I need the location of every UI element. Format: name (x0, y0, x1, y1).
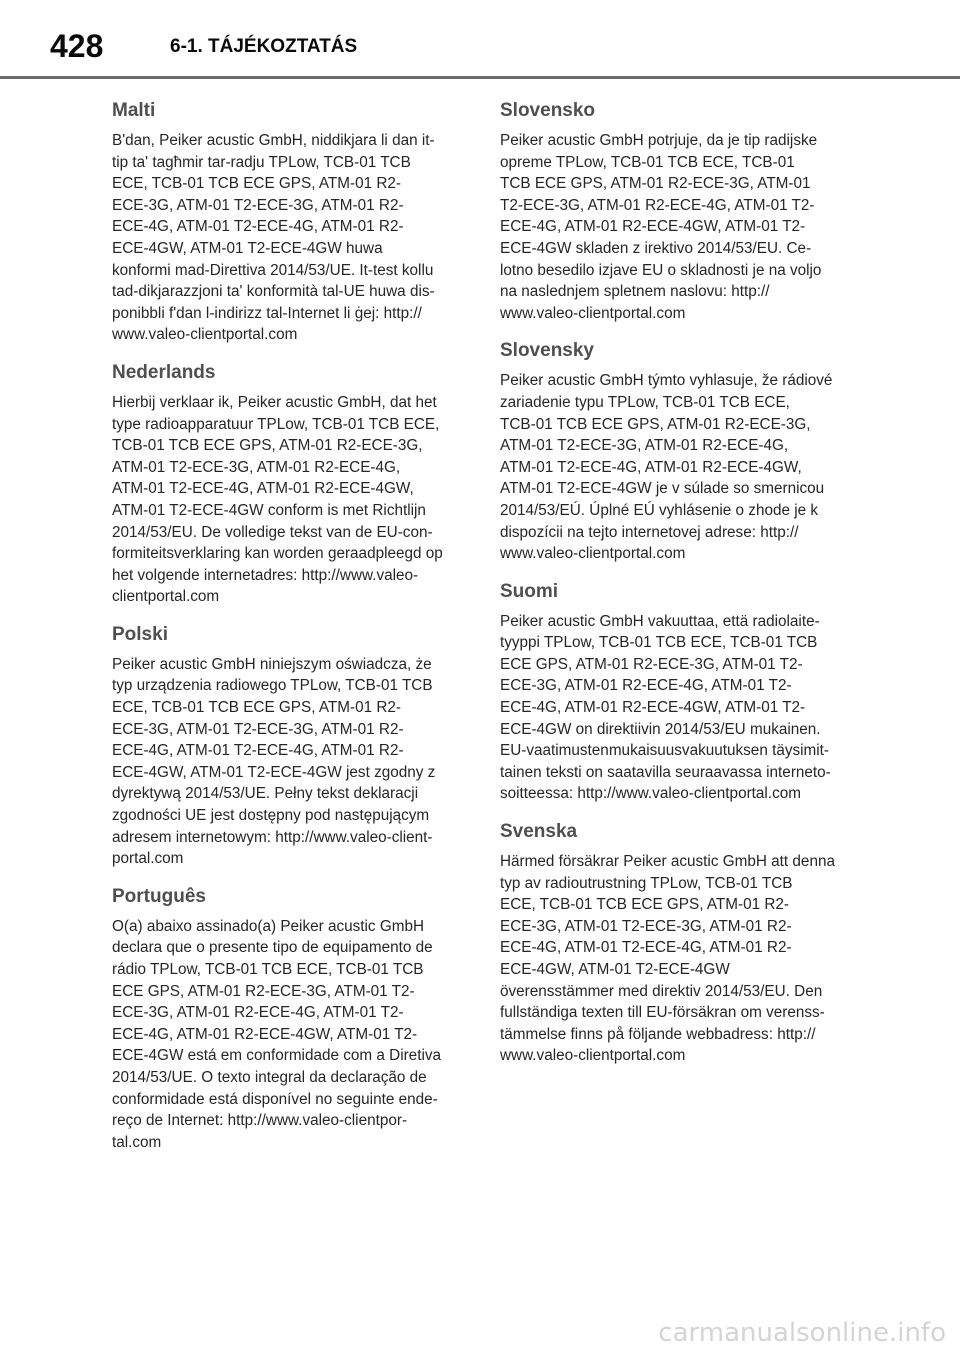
section-body: O(a) abaixo assinado(a) Peiker acustic GmbH declara que o presente tipo de equipamento de rádio TPLow, TCB-01 TCB ECE, TCB-01 TCB ECE GPS, ATM-01 R2-ECE-3G, ATM-01 T2- ECE-3G, ATM-01 R2-ECE-4G, ATM-01 T2- ECE-4G, ATM-01 R2-ECE-4GW, ATM-01 T2- ECE-4GW está em conformidade com a Diretiva 2014/53/UE. O texto integral da declaração de conformidade está disponível no seguinte ende- reço de Internet: http://www.valeo-clientpor- tal.com (112, 917, 441, 1151)
section-body: Peiker acustic GmbH potrjuje, da je tip radijske opreme TPLow, TCB-01 TCB ECE, TCB-01 TCB ECE GPS, ATM-01 R2-ECE-3G, ATM-01 T2-ECE-3G, ATM-01 R2-ECE-4G, ATM-01 T2- ECE-4G, ATM-01 R2-ECE-4GW, ATM-01 T2- ECE-4GW skladen z irektivo 2014/53/EU. Ce- lotno besedilo izjave EU o skladnosti je na voljo na naslednjem spletnem naslovu: http:// www.valeo-clientportal.com (500, 132, 822, 322)
section-body: Peiker acustic GmbH vakuuttaa, että radiolaite- tyyppi TPLow, TCB-01 TCB ECE, TCB-01 TCB ECE GPS, ATM-01 R2-ECE-3G, ATM-01 T2- ECE-3G, ATM-01 R2-ECE-4G, ATM-01 T2- ECE-4G, ATM-01 R2-ECE-4GW, ATM-01 T2- ECE-4GW on direktiivin 2014/53/EU mukainen. EU-vaatimustenmukaisuusvakuutuksen täysimit- tainen teksti on saatavilla seuraavassa interneto- soitteessa: http://www.valeo-clientportal.com (500, 612, 831, 803)
section-nederlands (112, 360, 462, 608)
section-heading: Slovensko (500, 100, 596, 121)
header-divider (0, 76, 960, 79)
left-column (112, 98, 462, 1167)
section-heading: Svenska (500, 821, 578, 843)
section-malti (112, 98, 462, 346)
section-body: Hierbij verklaar ik, Peiker acustic GmbH, dat het type radioapparatuur TPLow, TCB-01 TCB ECE, TCB-01 TCB ECE GPS, ATM-01 R2-ECE-3G, ATM-01 T2-ECE-3G, ATM-01 R2-ECE-4G, ATM-01 T2-ECE-4G, ATM-01 R2-ECE-4GW, ATM-01 T2-ECE-4GW conform is met Richtlijn 2014/53/EU. De volledige tekst van de EU-con- formiteitsverklaring kan worden geraadpleegd op het volgende internetadres: http://www.valeo- clientportal.com (112, 393, 443, 606)
page-header (0, 0, 960, 82)
section-heading: Português (112, 885, 206, 907)
section-portugues (112, 884, 462, 1154)
section-svenska (500, 819, 850, 1067)
section-slovensky (500, 338, 850, 564)
watermark-text: carmanualsonline.info (658, 1318, 946, 1348)
chapter-title: 6-1. TÁJÉKOZTATÁS (170, 36, 358, 57)
section-heading: Slovensky (500, 340, 594, 362)
section-polski (112, 622, 462, 870)
section-heading: Polski (112, 623, 168, 645)
section-suomi (500, 579, 850, 805)
section-heading: Malti (112, 100, 156, 121)
right-column (500, 98, 850, 1081)
page-number: 428 (50, 28, 104, 64)
section-slovensko (500, 98, 850, 324)
section-heading: Nederlands (112, 361, 216, 383)
section-body: Härmed försäkrar Peiker acustic GmbH att denna typ av radioutrustning TPLow, TCB-01 TCB ECE, TCB-01 TCB ECE GPS, ATM-01 R2- ECE-3G, ATM-01 T2-ECE-3G, ATM-01 R2- ECE-4G, ATM-01 T2-ECE-4G, ATM-01 R2- ECE-4GW, ATM-01 T2-ECE-4GW överensstämmer med direktiv 2014/53/EU. Den fullständiga texten till EU-försäkran om verenss- tämmelse finns på följande webbadress: http:// www.valeo-clientportal.com (500, 853, 835, 1065)
section-heading: Suomi (500, 580, 559, 602)
section-body: B'dan, Peiker acustic GmbH, niddikjara li dan it- tip ta' tagħmir tar-radju TPLow, TCB-01 TCB ECE, TCB-01 TCB ECE GPS, ATM-01 R2- ECE-3G, ATM-01 T2-ECE-3G, ATM-01 R2- ECE-4G, ATM-01 T2-ECE-4G, ATM-01 R2- ECE-4GW, ATM-01 T2-ECE-4GW huwa konformi mad-Direttiva 2014/53/UE. It-test kollu tad-dikjarazzjoni ta' konformità tal-UE huwa dis- ponibbli f'dan l-indirizz tal-Internet li ġej: http:// www.valeo-clientportal.com (112, 132, 435, 344)
section-body: Peiker acustic GmbH niniejszym oświadcza, że typ urządzenia radiowego TPLow, TCB-01 TCB ECE, TCB-01 TCB ECE GPS, ATM-01 R2- ECE-3G, ATM-01 T2-ECE-3G, ATM-01 R2- ECE-4G, ATM-01 T2-ECE-4G, ATM-01 R2- ECE-4GW, ATM-01 T2-ECE-4GW jest zgodny z dyrektywą 2014/53/UE. Pełny tekst deklaracji zgodności UE jest dostępny pod następującym adresem internetowym: http://www.valeo-client- portal.com (112, 655, 436, 868)
section-body: Peiker acustic GmbH týmto vyhlasuje, že rádiové zariadenie typu TPLow, TCB-01 TCB ECE, TCB-01 TCB ECE GPS, ATM-01 R2-ECE-3G, ATM-01 T2-ECE-3G, ATM-01 R2-ECE-4G, ATM-01 T2-ECE-4G, ATM-01 R2-ECE-4GW, ATM-01 T2-ECE-4GW je v súlade so smernicou 2014/53/EÚ. Úplné EÚ vyhlásenie o zhode je k dispozícii na tejto internetovej adrese: http:// www.valeo-clientportal.com (500, 372, 833, 563)
